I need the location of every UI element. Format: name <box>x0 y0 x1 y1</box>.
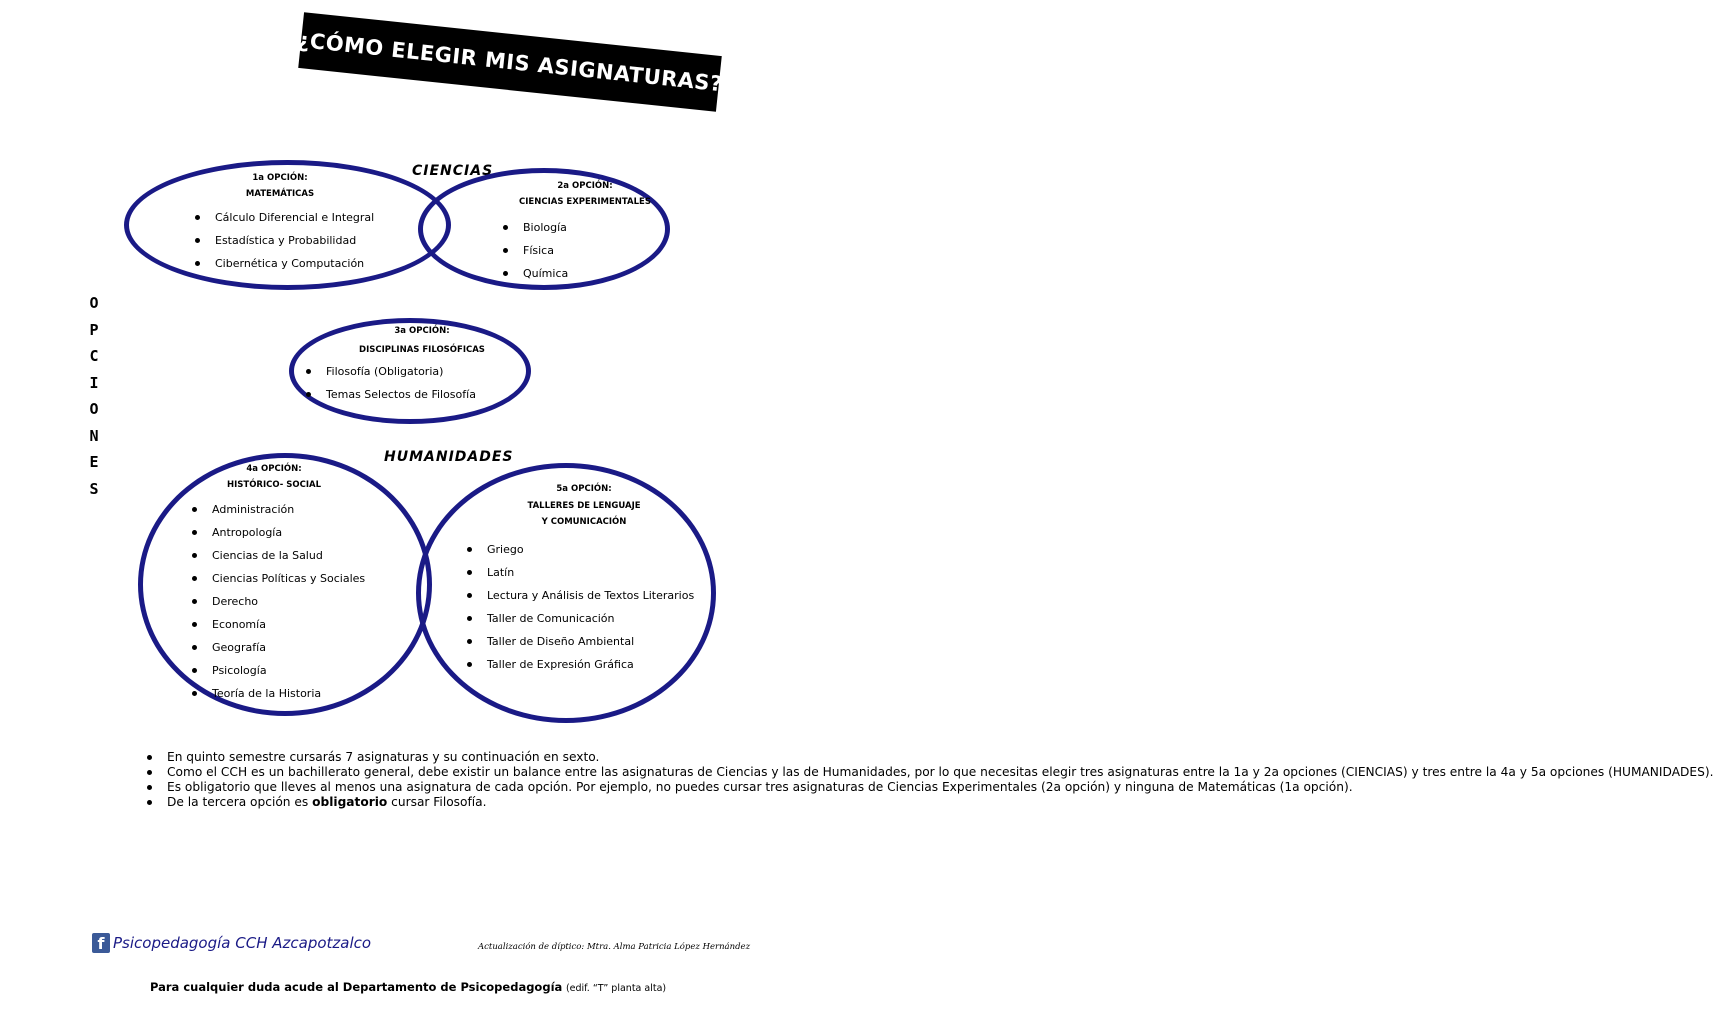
vertical-letter: I <box>89 373 99 392</box>
note-text: De la tercera opción es <box>167 795 313 809</box>
vertical-letter: E <box>89 453 99 471</box>
section-label-humanidades: HUMANIDADES <box>384 449 514 465</box>
note-item: En quinto semestre cursarás 7 asignaturas y su continuación en sexto. <box>145 750 707 764</box>
list-item: Física <box>501 239 568 262</box>
list-item: Griego <box>465 538 694 561</box>
list-item: Latín <box>465 561 694 584</box>
list-item: Economía <box>190 613 365 636</box>
credit-line: Actualización de díptico: Mtra. Alma Patricia López Hernández <box>478 942 751 952</box>
option-2-list <box>501 216 568 285</box>
option-2-header <box>495 180 675 209</box>
note-item <box>145 795 707 809</box>
vertical-letter: C <box>89 347 99 365</box>
page-title: ¿CÓMO ELEGIR MIS ASIGNATURAS? <box>298 12 722 112</box>
option-heading: 2a OPCIÓN: <box>557 181 613 191</box>
section-label-ciencias: CIENCIAS <box>412 163 494 179</box>
list-item: Antropología <box>190 521 365 544</box>
list-item: Ciencias Políticas y Sociales <box>190 567 365 590</box>
option-heading: 4a OPCIÓN: <box>246 464 302 474</box>
option-heading: 3a OPCIÓN: <box>394 326 450 336</box>
option-4-header <box>194 463 354 492</box>
option-subheading: MATEMÁTICAS <box>245 189 315 199</box>
option-subheading: HISTÓRICO- SOCIAL <box>227 480 321 490</box>
contact-location: (edif. “T” planta alta) <box>565 983 667 994</box>
list-item: Química <box>501 262 568 285</box>
option-4-list <box>190 498 365 705</box>
note-text: cursar Filosofía. <box>387 795 487 809</box>
vertical-label-opciones <box>84 290 104 502</box>
list-item: Administración <box>190 498 365 521</box>
option-5-list <box>465 538 694 676</box>
list-item: Cálculo Diferencial e Integral <box>193 206 374 229</box>
vertical-letter: S <box>89 479 99 498</box>
notes-list <box>145 750 1713 810</box>
option-subheading: DISCIPLINAS FILOSÓFICAS <box>359 345 485 355</box>
list-item: Temas Selectos de Filosofía <box>304 383 476 406</box>
note-item: Como el CCH es un bachillerato general, debe existir un balance entre las asignaturas de Ciencias y las de Humanidades, por lo que necesitas elegir tres asignaturas entre la 1a y 2a opciones (CIENCIAS) y tres entre la 4a y 5a opciones (HUMANIDADES). <box>145 765 707 779</box>
list-item: Filosofía (Obligatoria) <box>304 360 476 383</box>
option-3-header <box>332 325 512 357</box>
option-5-header <box>494 483 674 529</box>
list-item: Cibernética y Computación <box>193 252 374 275</box>
list-item: Psicología <box>190 659 365 682</box>
note-item: Es obligatorio que lleves al menos una asignatura de cada opción. Por ejemplo, no puedes cursar tres asignaturas de Ciencias Experimentales (2a opción) y ninguna de Matemáticas (1a opción). <box>145 780 707 794</box>
facebook-link[interactable] <box>92 933 371 953</box>
option-3-list <box>304 360 476 406</box>
list-item: Ciencias de la Salud <box>190 544 365 567</box>
option-heading: 5a OPCIÓN: <box>556 484 612 494</box>
note-bold: obligatorio <box>312 795 388 809</box>
facebook-icon: f <box>92 933 110 953</box>
option-heading: 1a OPCIÓN: <box>252 173 308 183</box>
vertical-letter: O <box>89 400 99 418</box>
list-item: Taller de Expresión Gráfica <box>465 653 694 676</box>
option-1-list <box>193 206 374 275</box>
list-item: Taller de Comunicación <box>465 607 694 630</box>
vertical-letter: O <box>89 294 99 312</box>
contact-line <box>150 980 666 994</box>
contact-main: Para cualquier duda acude al Departamento de Psicopedagogía <box>150 980 563 994</box>
option-subheading: TALLERES DE LENGUAJE <box>527 501 641 511</box>
list-item: Estadística y Probabilidad <box>193 229 374 252</box>
vertical-letter: N <box>89 426 99 445</box>
list-item: Derecho <box>190 590 365 613</box>
list-item: Teoría de la Historia <box>190 682 365 705</box>
list-item: Lectura y Análisis de Textos Literarios <box>465 584 694 607</box>
facebook-page-name: Psicopedagogía CCH Azcapotzalco <box>113 934 372 952</box>
option-subheading-2: Y COMUNICACIÓN <box>541 517 627 527</box>
list-item: Taller de Diseño Ambiental <box>465 630 694 653</box>
option-subheading: CIENCIAS EXPERIMENTALES <box>519 197 651 207</box>
list-item: Biología <box>501 216 568 239</box>
vertical-letter: P <box>89 320 99 339</box>
list-item: Geografía <box>190 636 365 659</box>
option-1-header <box>190 172 370 201</box>
